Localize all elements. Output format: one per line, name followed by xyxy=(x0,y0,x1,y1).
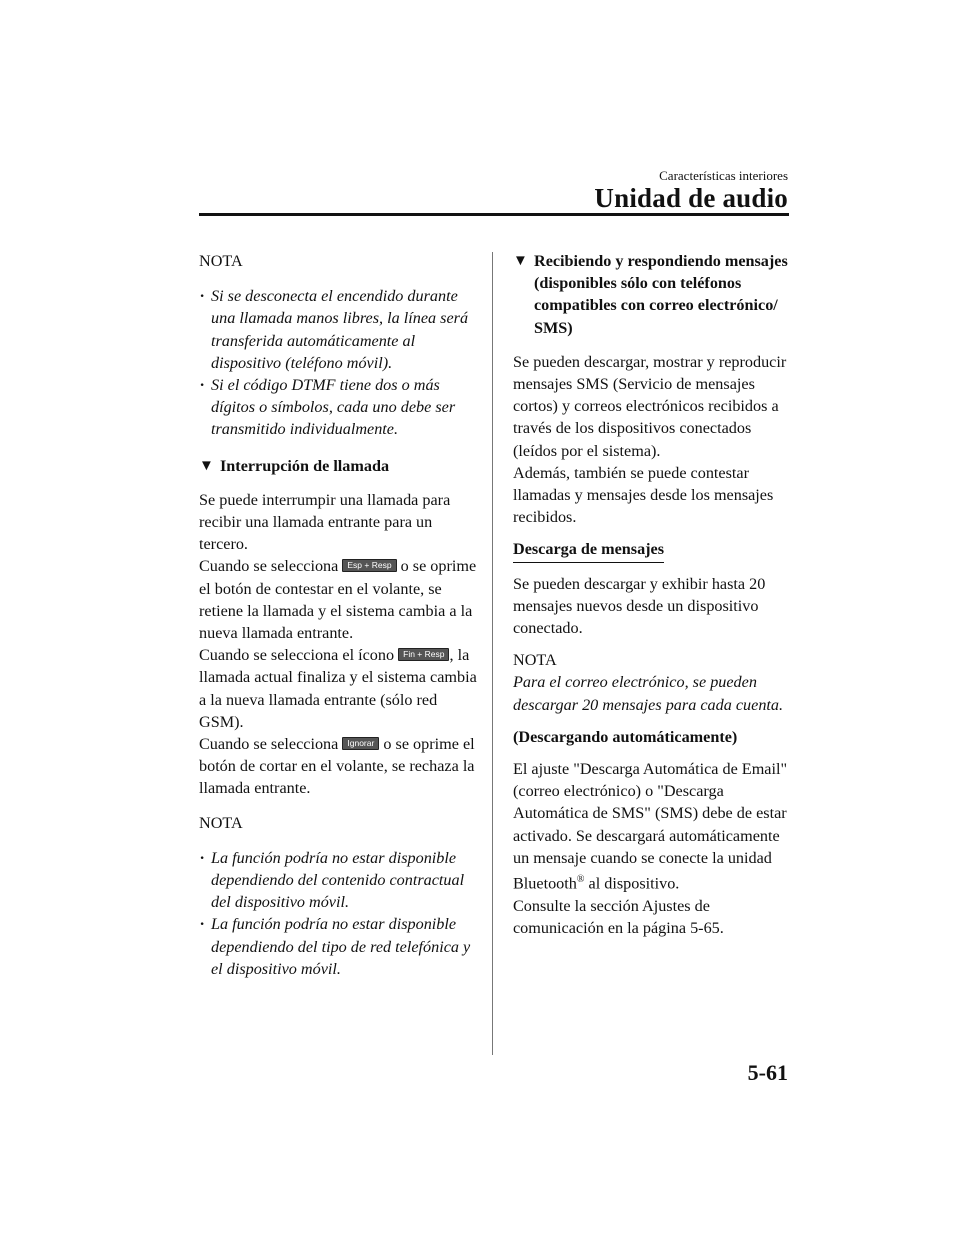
ignorar-button-image: Ignorar xyxy=(342,737,379,750)
triangle-down-icon: ▼ xyxy=(513,253,528,269)
left-column xyxy=(199,250,477,980)
nota-label: NOTA xyxy=(199,813,243,832)
header-rule xyxy=(199,213,789,216)
page-title: Unidad de audio xyxy=(594,183,788,213)
paragraph: Cuando se selecciona Esp + Resp o se oprime el botón de contestar en el volante, se retiene la llamada y el sistema cambia a la nueva llamada entrante. xyxy=(199,557,477,643)
paragraph: Se pueden descargar y exhibir hasta 20 mensajes nuevos desde un dispositivo conectado. xyxy=(513,574,766,638)
section-heading: ▼ Recibiendo y respondiendo mensajes (disponibles sólo con teléfonos compatibles con correo electrónico/ SMS) xyxy=(513,252,788,337)
nota-text: Para el correo electrónico, se pueden descargar 20 mensajes para cada cuenta. xyxy=(513,673,784,714)
subsection-heading: Descarga de mensajes xyxy=(513,538,664,562)
esp-resp-button-image: Esp + Resp xyxy=(342,559,396,572)
nota-label: NOTA xyxy=(199,252,243,270)
section-heading: ▼ Interrupción de llamada xyxy=(199,455,477,477)
nota-bullet: · La función podría no estar disponible dependiendo del tipo de red telefónica y el dispositivo móvil. xyxy=(199,913,477,980)
paragraph: Cuando se selecciona Ignorar o se oprime el botón de cortar en el volante, se rechaza la llamada entrante. xyxy=(199,735,475,798)
column-divider xyxy=(492,252,493,1055)
paragraph: Consulte la sección Ajustes de comunicación en la página 5-65. xyxy=(513,896,724,937)
section-label: Características interiores xyxy=(659,168,788,183)
page-number: 5-61 xyxy=(747,1060,788,1085)
nota-bullet: · Si el código DTMF tiene dos o más dígitos o símbolos, cada uno debe ser transmitido individualmente. xyxy=(199,374,477,441)
sub-heading: (Descargando automáticamente) xyxy=(513,727,738,746)
paragraph: Se puede interrumpir una llamada para recibir una llamada entrante para un tercero. xyxy=(199,490,451,554)
paragraph: El ajuste "Descarga Automática de Email" (correo electrónico) o "Descarga Automática de SMS" (SMS) debe de estar activado. Se descargará automáticamente un mensaje cuando se conecte la unidad Bluetooth® al dispositivo. xyxy=(513,760,788,893)
right-column xyxy=(513,250,793,939)
triangle-down-icon: ▼ xyxy=(199,457,214,474)
fin-resp-button-image: Fin + Resp xyxy=(398,648,449,661)
nota-label: NOTA xyxy=(513,651,557,670)
paragraph: Además, también se puede contestar llamadas y mensajes desde los mensajes recibidos. xyxy=(513,463,774,527)
nota-bullet: · Si se desconecta el encendido durante una llamada manos libres, la línea será transferida automáticamente al dispositivo (teléfono móvil). xyxy=(199,285,477,374)
paragraph: Se pueden descargar, mostrar y reproducir mensajes SMS (Servicio de mensajes cortos) y correos electrónicos recibidos a través de los dispositivos conectados (leídos por el sistema). xyxy=(513,352,787,460)
nota-bullet: · La función podría no estar disponible dependiendo del contenido contractual del dispositivo móvil. xyxy=(199,847,477,914)
paragraph: Cuando se selecciona el ícono Fin + Resp , la llamada actual finaliza y el sistema cambia a la nueva llamada entrante (sólo red GSM). xyxy=(199,646,477,731)
